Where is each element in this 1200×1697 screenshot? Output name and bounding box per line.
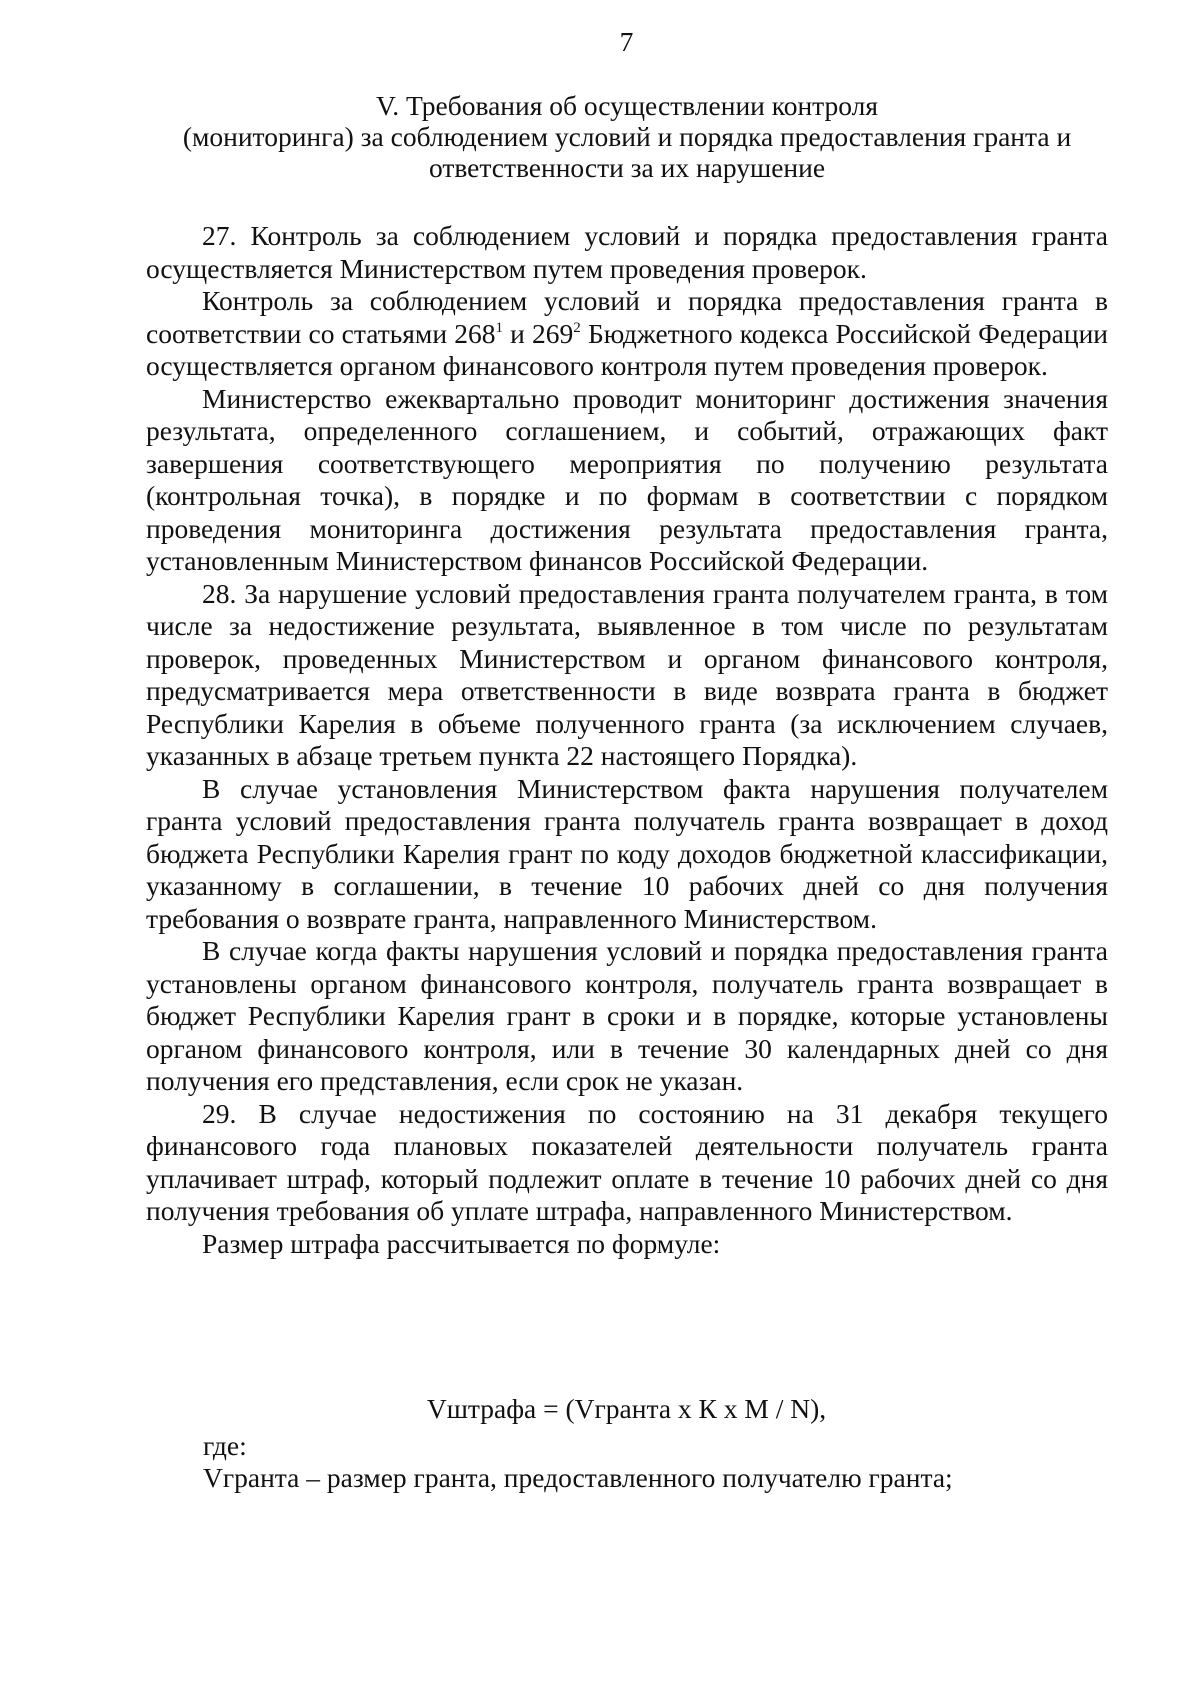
section-title-line: V. Требования об осуществлении контроля [375,90,879,121]
section-title-line: ответственности за их нарушение [428,152,826,183]
section-title-line: (мониторинга) за соблюдением условий и порядка предоставления гранта и [182,121,1072,152]
paragraph-fine-formula-intro: Размер штрафа рассчитывается по формуле: [202,1227,721,1259]
paragraph-text: Контроль за соблюдением условий и порядка предоставления гранта в соответствии со статьями 268 [146,285,1108,349]
paragraph-monitoring: Министерство ежеквартально проводит мониторинг достижения значения результата, определенного соглашением, и событий, отражающих факт завершения соответствующего мероприятия по получению результата (контрольная точка), в порядке и по формам в соответствии с порядком проведения мониторинга достижения результата предоставления гранта, установленным Министерством финансов Российской Федерации. [146,382,1108,576]
paragraph-text: Бюджетного кодекса Российской Федерации осуществляется органом финансового контроля путем проведения проверок. [146,317,1109,381]
where-label: где: [203,1430,247,1461]
paragraph-27: 27. Контроль за соблюдением условий и порядка предоставления гранта осуществляется Министерством путем проведения проверок. [146,220,1108,284]
paragraph-ministry-violation: В случае установления Министерством факта нарушения получателем гранта условий предоставления гранта получатель гранта возвращает в доход бюджета Республики Карелия грант по коду доходов бюджетной классификации, указанному в соглашении, в течение 10 рабочих дней со дня получения требования о возврате гранта, направленного Министерством. [146,772,1108,934]
superscript: 1 [495,319,503,336]
paragraph-28: 28. За нарушение условий предоставления гранта получателем гранта, в том числе за недостижение результата, выявленное в том числе по результатам проверок, проведенных Министерством и органом финансового контроля, предусматривается мера ответственности в виде возврата гранта в бюджет Республики Карелия в объеме полученного гранта (за исключением случаев, указанных в абзаце третьем пункта 22 настоящего Порядка). [146,577,1108,771]
superscript: 2 [573,319,581,336]
fine-formula: Vштрафа = (Vгранта x К x М / N), [426,1393,827,1424]
paragraph-29: 29. В случае недостижения по состоянию на 31 декабря текущего финансового года плановых показателей деятельности получатель гранта уплачивает штраф, который подлежит оплате в течение 10 рабочих дней со дня получения требования об уплате штрафа, направленного Министерством. [146,1097,1108,1226]
definition-v-granta: Vгранта – размер гранта, предоставленного получателю гранта; [203,1462,953,1493]
paragraph-control-budget-code [146,285,1108,383]
section-title [140,90,1114,183]
body-text [146,220,1108,1260]
page-number: 7 [619,26,634,57]
paragraph-financial-control-violation: В случае когда факты нарушения условий и порядка предоставления гранта установлены органом финансового контроля, получатель гранта возвращает в бюджет Республики Карелия грант в сроки и в порядке, которые установлены органом финансового контроля, или в течение 30 календарных дней со дня получения его представления, если срок не указан. [146,935,1108,1096]
paragraph-text: и 269 [502,317,574,349]
